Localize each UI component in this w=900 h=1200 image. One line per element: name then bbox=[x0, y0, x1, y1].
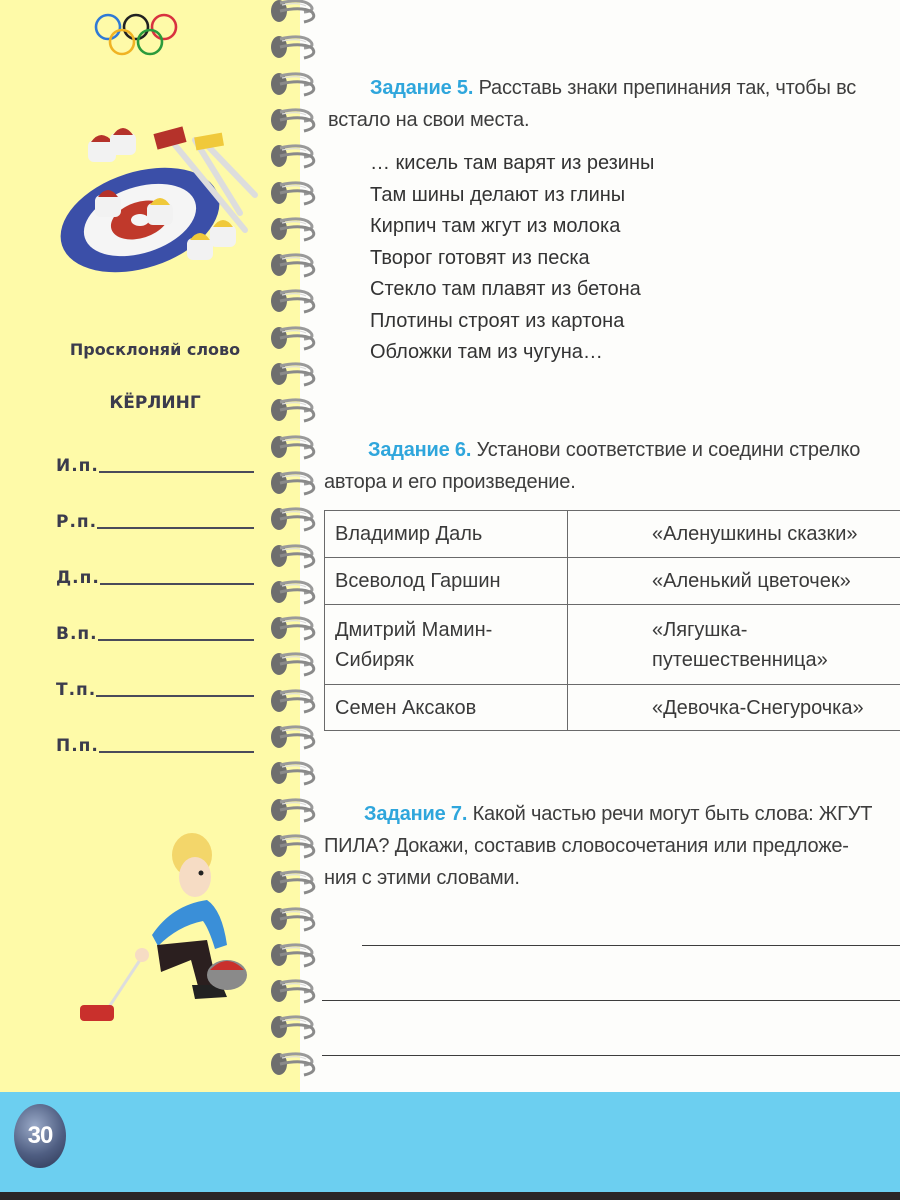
sidebar bbox=[0, 0, 300, 1092]
case-row-accusative[interactable] bbox=[56, 618, 254, 644]
task5-text-line1: Расставь знаки препинания так, чтобы вс bbox=[473, 77, 857, 99]
author-cell[interactable]: Владимир Даль bbox=[325, 511, 568, 558]
spiral-coil-icon bbox=[268, 178, 320, 208]
curling-set-illustration bbox=[55, 95, 265, 280]
case-row-dative[interactable] bbox=[56, 562, 254, 588]
spiral-coil-icon bbox=[268, 795, 320, 825]
spiral-coil-icon bbox=[268, 577, 320, 607]
case-answer-line[interactable] bbox=[99, 470, 254, 473]
work-cell[interactable]: «Лягушка-путешественница» bbox=[568, 605, 900, 685]
spiral-coil-icon bbox=[268, 1049, 320, 1079]
table-row bbox=[325, 511, 900, 558]
page-number-badge bbox=[14, 1104, 66, 1168]
task7-heading bbox=[364, 798, 872, 830]
case-row-genitive[interactable] bbox=[56, 506, 254, 532]
work-cell[interactable]: «Девочка-Снегурочка» bbox=[568, 685, 900, 731]
poem-line: Творог готовят из песка bbox=[370, 246, 590, 269]
spiral-coil-icon bbox=[268, 468, 320, 498]
task7-text-line3: ния с этими словами. bbox=[324, 867, 520, 889]
page-content bbox=[322, 0, 900, 1092]
spiral-coil-icon bbox=[268, 504, 320, 534]
case-label: В.п. bbox=[56, 624, 98, 644]
task7-text-line2: ПИЛА? Докажи, составив словосочетания или предложе- bbox=[324, 835, 849, 857]
spiral-coil-icon bbox=[268, 686, 320, 716]
case-answer-line[interactable] bbox=[97, 526, 254, 529]
spiral-coil-icon bbox=[268, 867, 320, 897]
poem-line: Там шины делают из глины bbox=[370, 183, 626, 206]
spiral-coil-icon bbox=[268, 323, 320, 353]
task5-number: Задание 5. bbox=[370, 77, 474, 99]
footer-band bbox=[0, 1092, 900, 1192]
spiral-coil-icon bbox=[268, 214, 320, 244]
task6-text-line2: автора и его произведение. bbox=[324, 471, 576, 493]
spiral-coil-icon bbox=[268, 649, 320, 679]
task6-text-line1: Установи соответствие и соедини стрелко bbox=[471, 439, 861, 461]
author-cell[interactable]: Семен Аксаков bbox=[325, 685, 568, 731]
task5-text-line2: встало на свои места. bbox=[328, 109, 530, 131]
case-label: Д.п. bbox=[56, 568, 100, 588]
case-label: П.п. bbox=[56, 736, 99, 756]
spiral-coil-icon bbox=[268, 1012, 320, 1042]
task5-heading bbox=[370, 72, 856, 104]
task6-number: Задание 6. bbox=[368, 439, 472, 461]
case-answer-line[interactable] bbox=[100, 582, 254, 585]
task7-number: Задание 7. bbox=[364, 803, 468, 825]
case-label: Т.п. bbox=[56, 680, 97, 700]
table-row bbox=[325, 605, 900, 685]
spiral-coil-icon bbox=[268, 69, 320, 99]
case-row-prepositional[interactable] bbox=[56, 730, 254, 756]
spiral-coil-icon bbox=[268, 613, 320, 643]
spiral-coil-icon bbox=[268, 141, 320, 171]
spiral-coil-icon bbox=[268, 286, 320, 316]
case-answer-line[interactable] bbox=[96, 694, 254, 697]
spiral-binding bbox=[268, 0, 328, 1092]
author-cell[interactable]: Дмитрий Мамин-Сибиряк bbox=[325, 605, 568, 685]
poem-line: Плотины строят из картона bbox=[370, 309, 625, 332]
author-work-table bbox=[324, 510, 900, 731]
spiral-coil-icon bbox=[268, 976, 320, 1006]
decline-instruction: Просклоняй слово bbox=[69, 340, 241, 359]
case-label: Р.п. bbox=[56, 512, 98, 532]
work-cell[interactable]: «Аленький цветочек» bbox=[568, 558, 900, 605]
case-answer-line[interactable] bbox=[98, 638, 254, 641]
spiral-coil-icon bbox=[268, 904, 320, 934]
spiral-coil-icon bbox=[268, 32, 320, 62]
poem-line: Кирпич там жгут из молока bbox=[370, 215, 621, 237]
spiral-coil-icon bbox=[268, 0, 320, 26]
answer-line-1[interactable] bbox=[362, 945, 900, 946]
case-row-nominative[interactable] bbox=[56, 450, 254, 476]
table-row bbox=[325, 558, 900, 605]
spiral-coil-icon bbox=[268, 359, 320, 389]
spiral-coil-icon bbox=[268, 105, 320, 135]
spiral-coil-icon bbox=[268, 250, 320, 280]
table-row bbox=[325, 685, 900, 731]
curling-player-illustration bbox=[62, 825, 272, 1035]
task6-heading bbox=[368, 434, 860, 466]
case-row-instrumental[interactable] bbox=[56, 674, 254, 700]
work-cell[interactable]: «Аленушкины сказки» bbox=[568, 511, 900, 558]
spiral-coil-icon bbox=[268, 940, 320, 970]
spiral-coil-icon bbox=[268, 541, 320, 571]
case-label: И.п. bbox=[56, 456, 99, 476]
task7-text-line1: Какой частью речи могут быть слова: ЖГУТ bbox=[467, 803, 873, 825]
spiral-coil-icon bbox=[268, 758, 320, 788]
case-answer-line[interactable] bbox=[99, 750, 254, 753]
answer-line-2[interactable] bbox=[322, 1000, 900, 1001]
poem-line: Обложки там из чугуна… bbox=[370, 341, 603, 363]
poem-line: Стекло там плавят из бетона bbox=[370, 278, 641, 300]
spiral-coil-icon bbox=[268, 831, 320, 861]
spiral-coil-icon bbox=[268, 722, 320, 752]
author-cell[interactable]: Всеволод Гаршин bbox=[325, 558, 568, 605]
decline-word: КЁРЛИНГ bbox=[109, 393, 201, 413]
spiral-coil-icon bbox=[268, 432, 320, 462]
poem-line: … кисель там варят из резины bbox=[370, 152, 655, 174]
page-edge-shadow bbox=[0, 1192, 900, 1200]
page-number: 30 bbox=[27, 1122, 53, 1149]
spiral-coil-icon bbox=[268, 395, 320, 425]
task5-poem bbox=[370, 148, 654, 369]
answer-line-3[interactable] bbox=[322, 1055, 900, 1056]
olympic-rings-icon bbox=[93, 12, 179, 64]
